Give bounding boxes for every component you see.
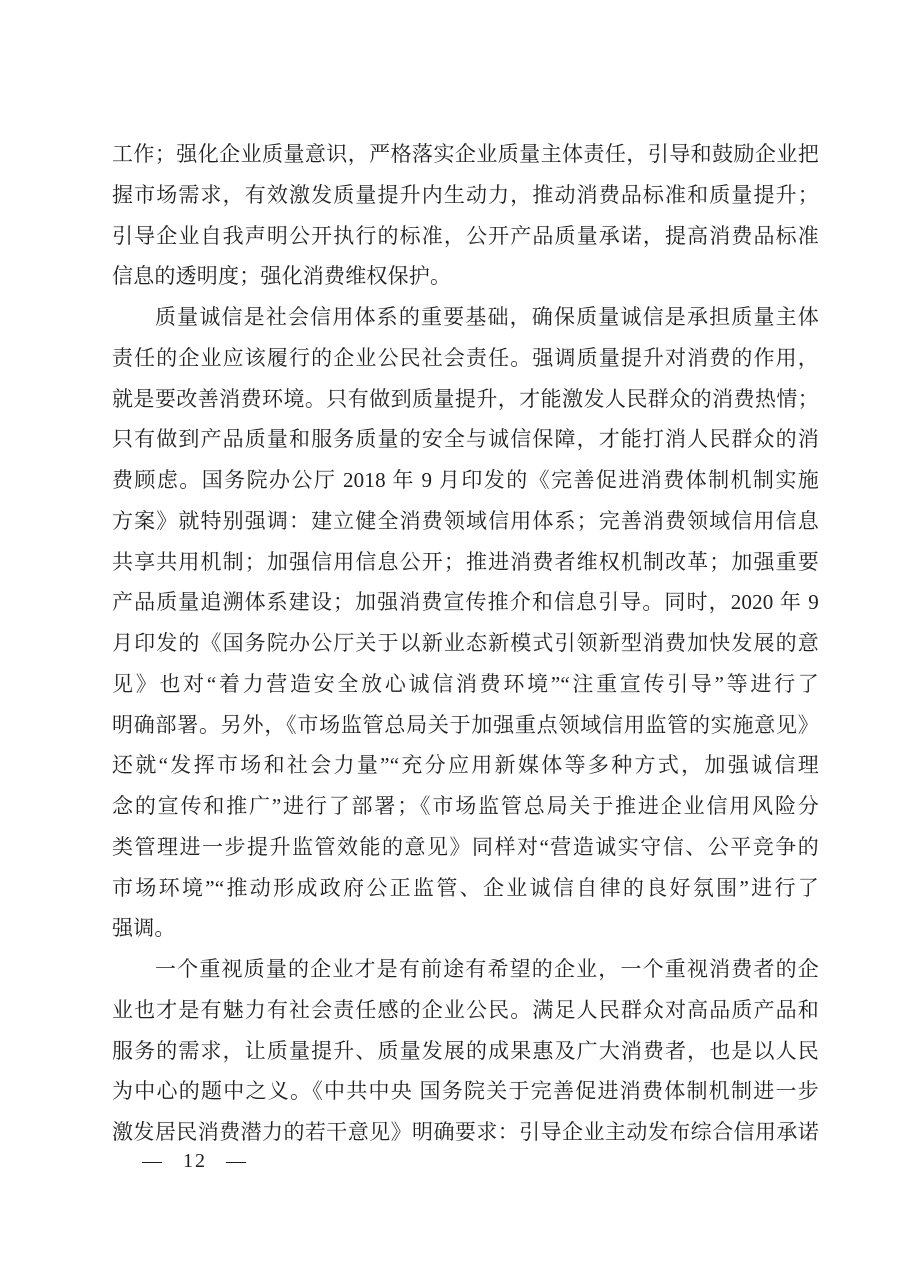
text-line: 业也才是有魅力有社会责任感的企业公民。满足人民群众对高品质产品和 bbox=[112, 997, 819, 1022]
text-line: 工作；强化企业质量意识，严格落实企业质量主体责任，引导和鼓励企业把 bbox=[112, 142, 819, 166]
text-line: 产品质量追溯体系建设；加强消费宣传推介和信息引导。同时，2020 年 9 bbox=[112, 590, 819, 615]
text-line: 握市场需求，有效激发质量提升内生动力，推动消费品标准和质量提升； bbox=[112, 182, 819, 207]
text-line: 只有做到产品质量和服务质量的安全与诚信保障，才能打消人民群众的消 bbox=[112, 427, 819, 452]
text-line: 责任的企业应该履行的企业公民社会责任。强调质量提升对消费的作用， bbox=[112, 345, 819, 370]
paragraph-2 bbox=[112, 297, 819, 949]
text-line: 服务的需求，让质量提升、质量发展的成果惠及广大消费者，也是以人民 bbox=[112, 1038, 819, 1063]
document-body bbox=[112, 134, 819, 1153]
text-line: 费顾虑。国务院办公厅 2018 年 9 月印发的《完善促进消费体制机制实施 bbox=[112, 468, 819, 492]
page-number: — 12 — bbox=[142, 1150, 248, 1172]
paragraph-3 bbox=[112, 949, 819, 1153]
text-line: 明确部署。另外，《市场监管总局关于加强重点领域信用监管的实施意见》 bbox=[112, 712, 819, 737]
text-line: 质量诚信是社会信用体系的重要基础，确保质量诚信是承担质量主体 bbox=[155, 305, 819, 329]
text-line: 信息的透明度；强化消费维权保护。 bbox=[112, 264, 452, 289]
text-line: 念的宣传和推广”进行了部署；《市场监管总局关于推进企业信用风险分 bbox=[112, 794, 819, 818]
text-line: 方案》就特别强调：建立健全消费领域信用体系；完善消费领域信用信息 bbox=[112, 508, 819, 533]
text-line: 一个重视质量的企业才是有前途有希望的企业，一个重视消费者的企 bbox=[155, 957, 819, 981]
text-line: 就是要改善消费环境。只有做到质量提升，才能激发人民群众的消费热情； bbox=[112, 386, 819, 411]
text-line: 强调。 bbox=[112, 916, 176, 941]
paragraph-1 bbox=[112, 134, 819, 297]
text-line: 类管理进一步提升监管效能的意见》同样对“营造诚实守信、公平竞争的 bbox=[112, 834, 819, 859]
text-line: 为中心的题中之义。《中共中央 国务院关于完善促进消费体制机制进一步 bbox=[112, 1079, 819, 1104]
text-line: 还就“发挥市场和社会力量”“充分应用新媒体等多种方式，加强诚信理 bbox=[112, 753, 819, 778]
text-line: 月印发的《国务院办公厅关于以新业态新模式引领新型消费加快发展的意 bbox=[112, 631, 819, 655]
text-line: 引导企业自我声明公开执行的标准，公开产品质量承诺，提高消费品标准 bbox=[112, 223, 819, 248]
text-line: 共享共用机制；加强信用信息公开；推进消费者维权机制改革；加强重要 bbox=[112, 549, 819, 574]
text-line: 市场环境”“推动形成政府公正监管、企业诚信自律的良好氛围”进行了 bbox=[112, 875, 819, 900]
text-line: 激发居民消费潜力的若干意见》明确要求：引导企业主动发布综合信用承诺 bbox=[112, 1120, 819, 1144]
text-line: 见》也对“着力营造安全放心诚信消费环境”“注重宣传引导”等进行了 bbox=[112, 671, 819, 696]
